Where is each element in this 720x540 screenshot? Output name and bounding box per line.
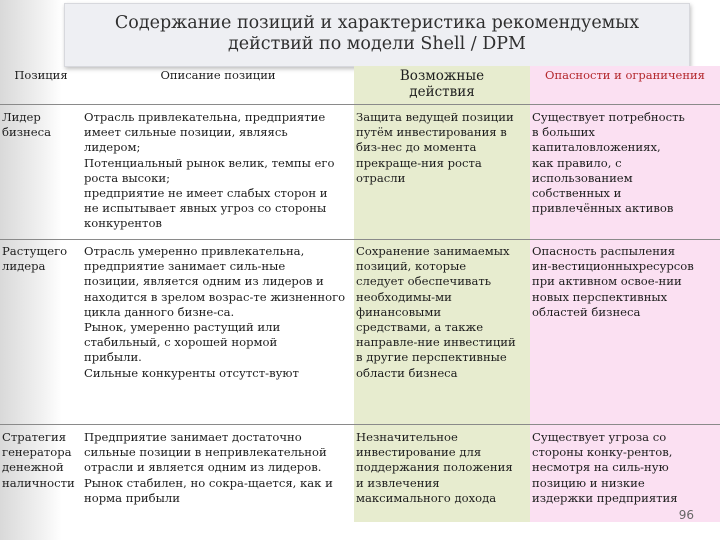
page-number: 96: [678, 508, 694, 522]
slide-title-line-1: Содержание позиций и характеристика рекомендуемых: [114, 13, 640, 33]
row-1-actions: Защита ведущей позиции путём инвестирования в биз-нес до момента прекраще-ния роста отрасли: [356, 110, 514, 185]
row-3-description: Предприятие занимает достаточно сильные позиции в непривлекательной отрасли и является одним из лидеров. Рынок стабилен, но сокра-щается, как и норма прибыли: [84, 430, 333, 505]
row-3-position: Стратегия генератора денежной наличности: [2, 430, 75, 490]
row-1-position: Лидер бизнеса: [2, 110, 52, 140]
header-risks: Опасности и ограничения: [545, 68, 705, 82]
row-2-actions: Сохранение занимаемых позиций, которые следует обеспечивать необходимы-ми финансовыми средствами, а также направле-ние инвестиций в другие перспективные области бизнеса: [356, 244, 516, 380]
slide-title-line-2: действий по модели Shell / DPM: [228, 34, 526, 54]
row-3-actions: Незначительное инвестирование для поддержания положения и извлечения максимального дохода: [356, 430, 513, 505]
row-2-divider: [0, 424, 720, 425]
row-1-divider: [0, 239, 720, 240]
row-3-risks: Существует угроза со стороны конку-рентов, несмотря на силь-ную позицию и низкие издержки предприятия: [532, 430, 678, 505]
row-1-risks: Существует потребность в больших капиталовложениях, как правило, с использованием собственных и привлечённых активов: [532, 110, 685, 216]
header-actions: Возможные действия: [399, 68, 485, 100]
row-2-position: Растущего лидера: [2, 244, 68, 274]
header-description: Описание позиции: [160, 68, 276, 82]
row-2-description: Отрасль умеренно привлекательна, предприятие занимает силь-ные позиции, является одним из лидеров и находится в зрелом возрас-те жизненного цикла данного бизне-са. Рынок, умеренно растущий или стабильный, с хорошей нормой прибыли. Сильные конкуренты отсутст-вуют: [84, 244, 346, 380]
row-2-risks: Опасность распыления ин-вестиционныхресурсов при активном освое-нии новых перспективных областей бизнеса: [532, 244, 694, 319]
row-1-description: Отрасль привлекательна, предприятие имеет сильные позиции, являясь лидером; Потенциальный рынок велик, темпы его роста высоки; предприятие не имеет слабых сторон и не испытывает явных угроз со стороны конкурентов: [84, 110, 335, 231]
header-position: Позиция: [14, 68, 68, 82]
header-divider: [0, 104, 720, 105]
